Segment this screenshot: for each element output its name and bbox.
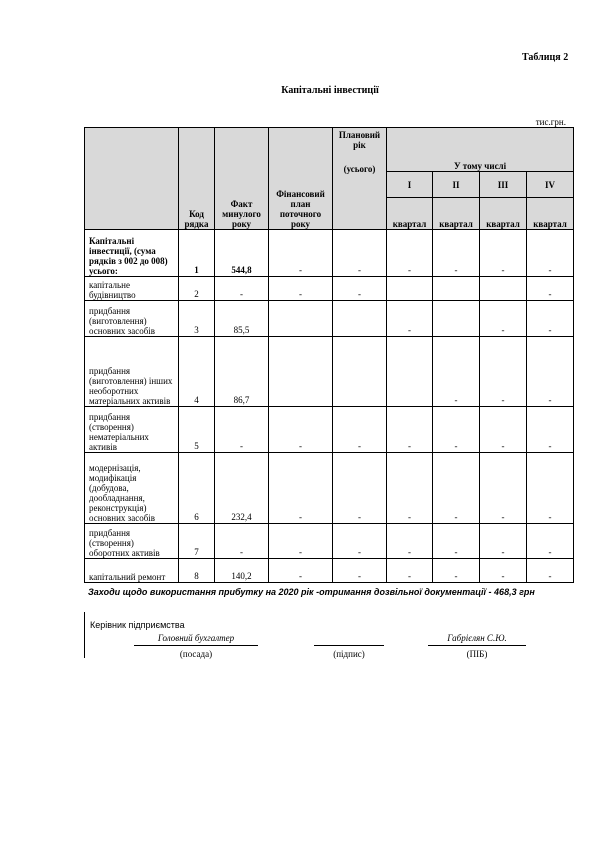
signature-caption: (підпис) <box>333 649 365 659</box>
row-q1: - <box>387 230 433 277</box>
row-q2: - <box>433 559 480 583</box>
row-q2: - <box>433 230 480 277</box>
row-q3: - <box>480 301 527 337</box>
table-row <box>85 230 574 277</box>
signature-divider <box>84 612 85 658</box>
row-q4: - <box>527 407 574 453</box>
name-value: Габрієлян С.Ю. <box>447 633 507 643</box>
row-plan: - <box>333 559 387 583</box>
row-fin-plan: - <box>269 453 333 524</box>
row-q2: - <box>433 453 480 524</box>
row-plan <box>333 337 387 407</box>
row-q3: - <box>480 407 527 453</box>
header-quarter-3: квартал <box>480 198 527 230</box>
row-q1: - <box>387 301 433 337</box>
row-q2: - <box>433 337 480 407</box>
header-q2: II <box>433 172 480 198</box>
row-label: модернізація, модифікація (добудова, дообладнання, реконструкція) основних засобів <box>85 453 179 524</box>
header-quarter-1: квартал <box>387 198 433 230</box>
header-fact: Факт минулого року <box>215 128 269 230</box>
position-value: Головний бухгалтер <box>157 633 235 643</box>
header-plan-year-label: Плановий рік <box>338 130 381 150</box>
row-plan: - <box>333 407 387 453</box>
row-q3: - <box>480 559 527 583</box>
row-label: придбання (створення) оборотних активів <box>85 524 179 559</box>
table-row <box>85 453 574 524</box>
row-plan: - <box>333 453 387 524</box>
row-q3: - <box>480 524 527 559</box>
header-q3: III <box>480 172 527 198</box>
row-q3: - <box>480 337 527 407</box>
row-fin-plan <box>269 337 333 407</box>
row-fact: 140,2 <box>215 559 269 583</box>
row-fact: 232,4 <box>215 453 269 524</box>
row-q4: - <box>527 301 574 337</box>
units-label: тис.грн. <box>535 117 566 127</box>
table-row <box>85 277 574 301</box>
row-q2 <box>433 277 480 301</box>
row-q2: - <box>433 407 480 453</box>
header-quarter-4: квартал <box>527 198 574 230</box>
table-row <box>85 524 574 559</box>
row-label: капітальний ремонт <box>85 559 179 583</box>
row-q4: - <box>527 230 574 277</box>
row-q4: - <box>527 559 574 583</box>
row-fin-plan: - <box>269 277 333 301</box>
table-row <box>85 407 574 453</box>
table-row <box>85 337 574 407</box>
row-fin-plan: - <box>269 407 333 453</box>
table-row <box>85 301 574 337</box>
header-quarter-2: квартал <box>433 198 480 230</box>
name-caption: (ПІБ) <box>466 649 488 659</box>
row-label: придбання (створення) нематеріальних активів <box>85 407 179 453</box>
row-fact: 85,5 <box>215 301 269 337</box>
row-q4: - <box>527 277 574 301</box>
row-q4: - <box>527 524 574 559</box>
row-code: 3 <box>179 301 215 337</box>
header-q4: IV <box>527 172 574 198</box>
row-label: Капітальні інвестиції, (сума рядків з 002 до 008) усього: <box>85 230 179 277</box>
row-plan: - <box>333 230 387 277</box>
table-row <box>85 559 574 583</box>
row-q1: - <box>387 453 433 524</box>
row-q2 <box>433 301 480 337</box>
row-q1 <box>387 337 433 407</box>
row-plan: - <box>333 277 387 301</box>
header-code: Код рядка <box>179 128 215 230</box>
row-fin-plan: - <box>269 230 333 277</box>
row-q3: - <box>480 453 527 524</box>
row-q3: - <box>480 230 527 277</box>
document-title: Капітальні інвестиції <box>281 85 379 96</box>
header-plan-year <box>333 128 387 230</box>
row-plan <box>333 301 387 337</box>
row-label: придбання (виготовлення) основних засобів <box>85 301 179 337</box>
row-fin-plan: - <box>269 524 333 559</box>
header-fin-plan: Фінансовий план поточного року <box>269 128 333 230</box>
signature-title: Керівник підприємства <box>90 620 185 630</box>
row-q3 <box>480 277 527 301</box>
row-fact: - <box>215 277 269 301</box>
row-fin-plan: - <box>269 559 333 583</box>
row-q4: - <box>527 337 574 407</box>
position-caption: (посада) <box>179 649 213 659</box>
capital-investments-table <box>84 127 574 583</box>
header-including: У тому числі <box>387 128 574 172</box>
row-code: 4 <box>179 337 215 407</box>
row-fact: - <box>215 524 269 559</box>
row-code: 2 <box>179 277 215 301</box>
header-plan-total: (усього) <box>343 164 376 174</box>
row-fact: - <box>215 407 269 453</box>
row-code: 8 <box>179 559 215 583</box>
row-label: придбання (виготовлення) інших необоротних матеріальних активів <box>85 337 179 407</box>
row-code: 6 <box>179 453 215 524</box>
row-fact: 86,7 <box>215 337 269 407</box>
row-code: 7 <box>179 524 215 559</box>
name-line <box>428 645 526 646</box>
row-code: 5 <box>179 407 215 453</box>
row-q4: - <box>527 453 574 524</box>
row-fin-plan <box>269 301 333 337</box>
row-plan: - <box>333 524 387 559</box>
row-fact: 544,8 <box>215 230 269 277</box>
row-q1: - <box>387 407 433 453</box>
header-label <box>85 128 179 230</box>
signature-line <box>314 645 384 646</box>
row-label: капітальне будівництво <box>85 277 179 301</box>
row-q2: - <box>433 524 480 559</box>
row-q1: - <box>387 559 433 583</box>
header-q1: I <box>387 172 433 198</box>
row-q1 <box>387 277 433 301</box>
row-q1: - <box>387 524 433 559</box>
row-code: 1 <box>179 230 215 277</box>
profit-usage-note: Заходи щодо використання прибутку на 2020 рік -отримання дозвільної документації - 468,3 грн <box>88 587 535 597</box>
table-number: Таблиця 2 <box>522 52 569 63</box>
position-line <box>134 645 258 646</box>
